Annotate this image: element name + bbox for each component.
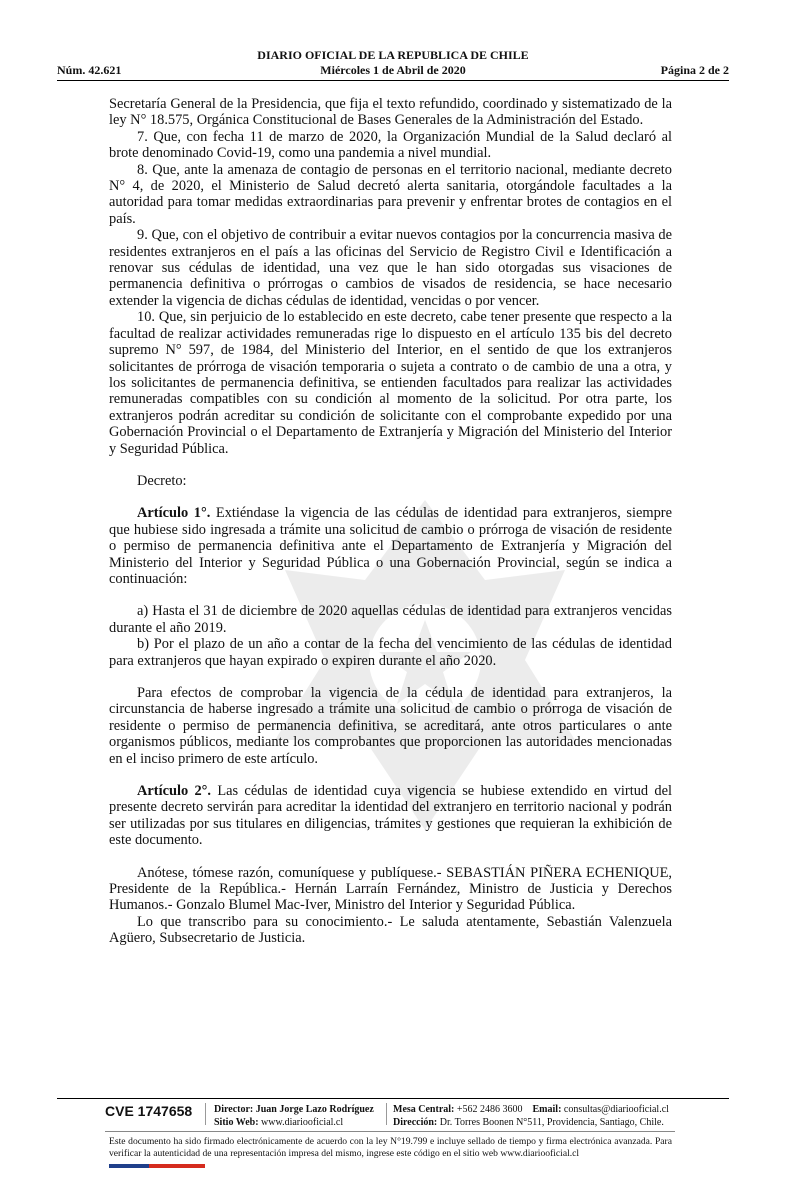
header-divider xyxy=(57,80,729,81)
address-label: Dirección: xyxy=(393,1117,438,1128)
item-b: b) Por el plazo de un año a contar de la fecha del vencimiento de las cédulas de identidad para extranjeros que hayan expirado o expiren durante el año 2020. xyxy=(109,636,672,669)
paragraph-efectos: Para efectos de comprobar la vigencia de la cédula de identidad para extranjeros, la circunstancia de haberse ingresado a trámite una solicitud de cambio o prórroga de visación de residente o permiso de permanencia definitiva, se acreditará, ante otros particulares o ante organismos públicos, mediante los comprobantes que proporcionen las autoridades mencionadas en el inciso primero de este artículo. xyxy=(109,685,672,767)
cve-code: CVE 1747658 xyxy=(105,1103,193,1119)
paragraph-anotese: Anótese, tómese razón, comuníquese y publíquese.- SEBASTIÁN PIÑERA ECHENIQUE, Presidente de la República.- Hernán Larraín Fernández, Ministro de Justicia y Derechos Humanos.- Gonzalo Blumel Mac-Iver, Ministro del Interior y Seguridad Pública. xyxy=(109,864,672,914)
document-body xyxy=(109,96,672,947)
website-value[interactable]: www.diariooficial.cl xyxy=(261,1117,344,1128)
article-1-text: Extiéndase la vigencia de las cédulas de identidad para extranjeros, siempre que hubiese sido ingresada a trámite una solicitud de cambio o prórroga de visación de residente o permiso de permanencia definitiva ante el Departamento de Extranjería y Migración del Ministerio del Interior y Seguridad Pública o una Gobernación Provincial, según se indica a continuación: xyxy=(109,505,672,587)
article-1 xyxy=(109,505,672,587)
footer-note-divider xyxy=(105,1131,675,1132)
director-label: Director: xyxy=(214,1104,254,1115)
paragraph-continuation: Secretaría General de la Presidencia, que fija el texto refundido, coordinado y sistematizado de la ley N° 18.575, Orgánica Constitucional de Bases Generales de la Administración del Estado. xyxy=(109,96,672,129)
article-2-text: Las cédulas de identidad cuya vigencia se hubiese extendido en virtud del presente decreto servirán para acreditar la identidad del extranjero en territorio nacional y podrán ser utilizadas por sus titulares en diligencias, trámites y gestiones que requieran la exhibición de este documento. xyxy=(109,783,673,849)
email-label: Email: xyxy=(532,1104,562,1115)
footer-contact-block xyxy=(393,1103,669,1129)
chile-flag-stripe xyxy=(109,1164,205,1168)
issue-date: Miércoles 1 de Abril de 2020 xyxy=(320,63,466,77)
flag-red-stripe xyxy=(149,1164,205,1168)
email-value[interactable]: consultas@diariooficial.cl xyxy=(563,1104,669,1115)
paragraph-transcribo: Lo que transcribo para su conocimiento.- Le saluda atentamente, Sebastián Valenzuela Agüero, Subsecretario de Justicia. xyxy=(109,913,672,947)
flag-blue-stripe xyxy=(109,1164,149,1168)
website-label: Sitio Web: xyxy=(214,1117,259,1128)
article-2-label: Artículo 2°. xyxy=(137,783,212,800)
item-a: a) Hasta el 31 de diciembre de 2020 aquellas cédulas de identidad para extranjeros vencidas durante el año 2019. xyxy=(109,603,672,636)
footer-separator xyxy=(205,1103,206,1125)
decreto-heading: Decreto: xyxy=(137,472,187,489)
article-1-label: Artículo 1°. xyxy=(137,505,211,522)
mesa-value: +562 2486 3600 xyxy=(456,1104,523,1115)
publication-title: DIARIO OFICIAL DE LA REPUBLICA DE CHILE xyxy=(257,48,529,62)
issue-number: Núm. 42.621 xyxy=(57,63,122,77)
signature-notice: Este documento ha sido firmado electrónicamente de acuerdo con la ley N°19.799 e incluye sellado de tiempo y firma electrónica avanzada. Para verificar la autenticidad de una representación impresa del mismo, ingrese este código en el sitio web www.diariooficial.cl xyxy=(109,1136,672,1159)
footer-separator xyxy=(386,1103,387,1125)
paragraph-10: 10. Que, sin perjuicio de lo establecido en este decreto, cabe tener presente que respecto a la facultad de realizar actividades remuneradas rige lo dispuesto en el artículo 135 bis del decreto supremo N° 597, de 1984, del Ministerio del Interior, en el sentido de que los extranjeros solicitantes de prórroga de visación temporaria o sujeta a contrato o de cambio de una a otra, y los solicitantes de permanencia definitiva, se entienden facultados para realizar las actividades remuneradas compatibles con su condición al momento de la solicitud. Por otra parte, los extranjeros podrán acreditar su condición de solicitante con el comprobante expedido por una Gobernación Provincial o el Departamento de Extranjería y Migración del Ministerio del Interior y Seguridad Pública. xyxy=(109,309,672,457)
paragraph-7: 7. Que, con fecha 11 de marzo de 2020, la Organización Mundial de la Salud declaró al brote denominado Covid-19, como una pandemia a nivel mundial. xyxy=(109,128,672,162)
article-2 xyxy=(109,783,672,849)
mesa-label: Mesa Central: xyxy=(393,1104,455,1115)
address-value: Dr. Torres Boonen N°511, Providencia, Santiago, Chile. xyxy=(439,1117,664,1128)
footer-divider xyxy=(57,1098,729,1099)
paragraph-8: 8. Que, ante la amenaza de contagio de personas en el territorio nacional, mediante decreto N° 4, de 2020, el Ministerio de Salud decretó alerta sanitaria, otorgándole facultades a la autoridad para tomar medidas extraordinarias para prevenir y enfrentar brotes de contagios en el país. xyxy=(109,161,672,227)
page-number: Página 2 de 2 xyxy=(660,63,729,77)
footer-director-block xyxy=(214,1103,374,1129)
director-value: Juan Jorge Lazo Rodríguez xyxy=(255,1104,374,1115)
paragraph-9: 9. Que, con el objetivo de contribuir a evitar nuevos contagios por la concurrencia masiva de residentes extranjeros en el país a las oficinas del Servicio de Registro Civil e Identificación a renovar sus cédulas de identidad, una vez que le han sido otorgadas sus visaciones de permanencia definitiva o prórrogas o cambios de visados de residencia, se hace necesario extender la vigencia de dichas cédulas de identidad, vencidas o por vencer. xyxy=(109,227,672,309)
